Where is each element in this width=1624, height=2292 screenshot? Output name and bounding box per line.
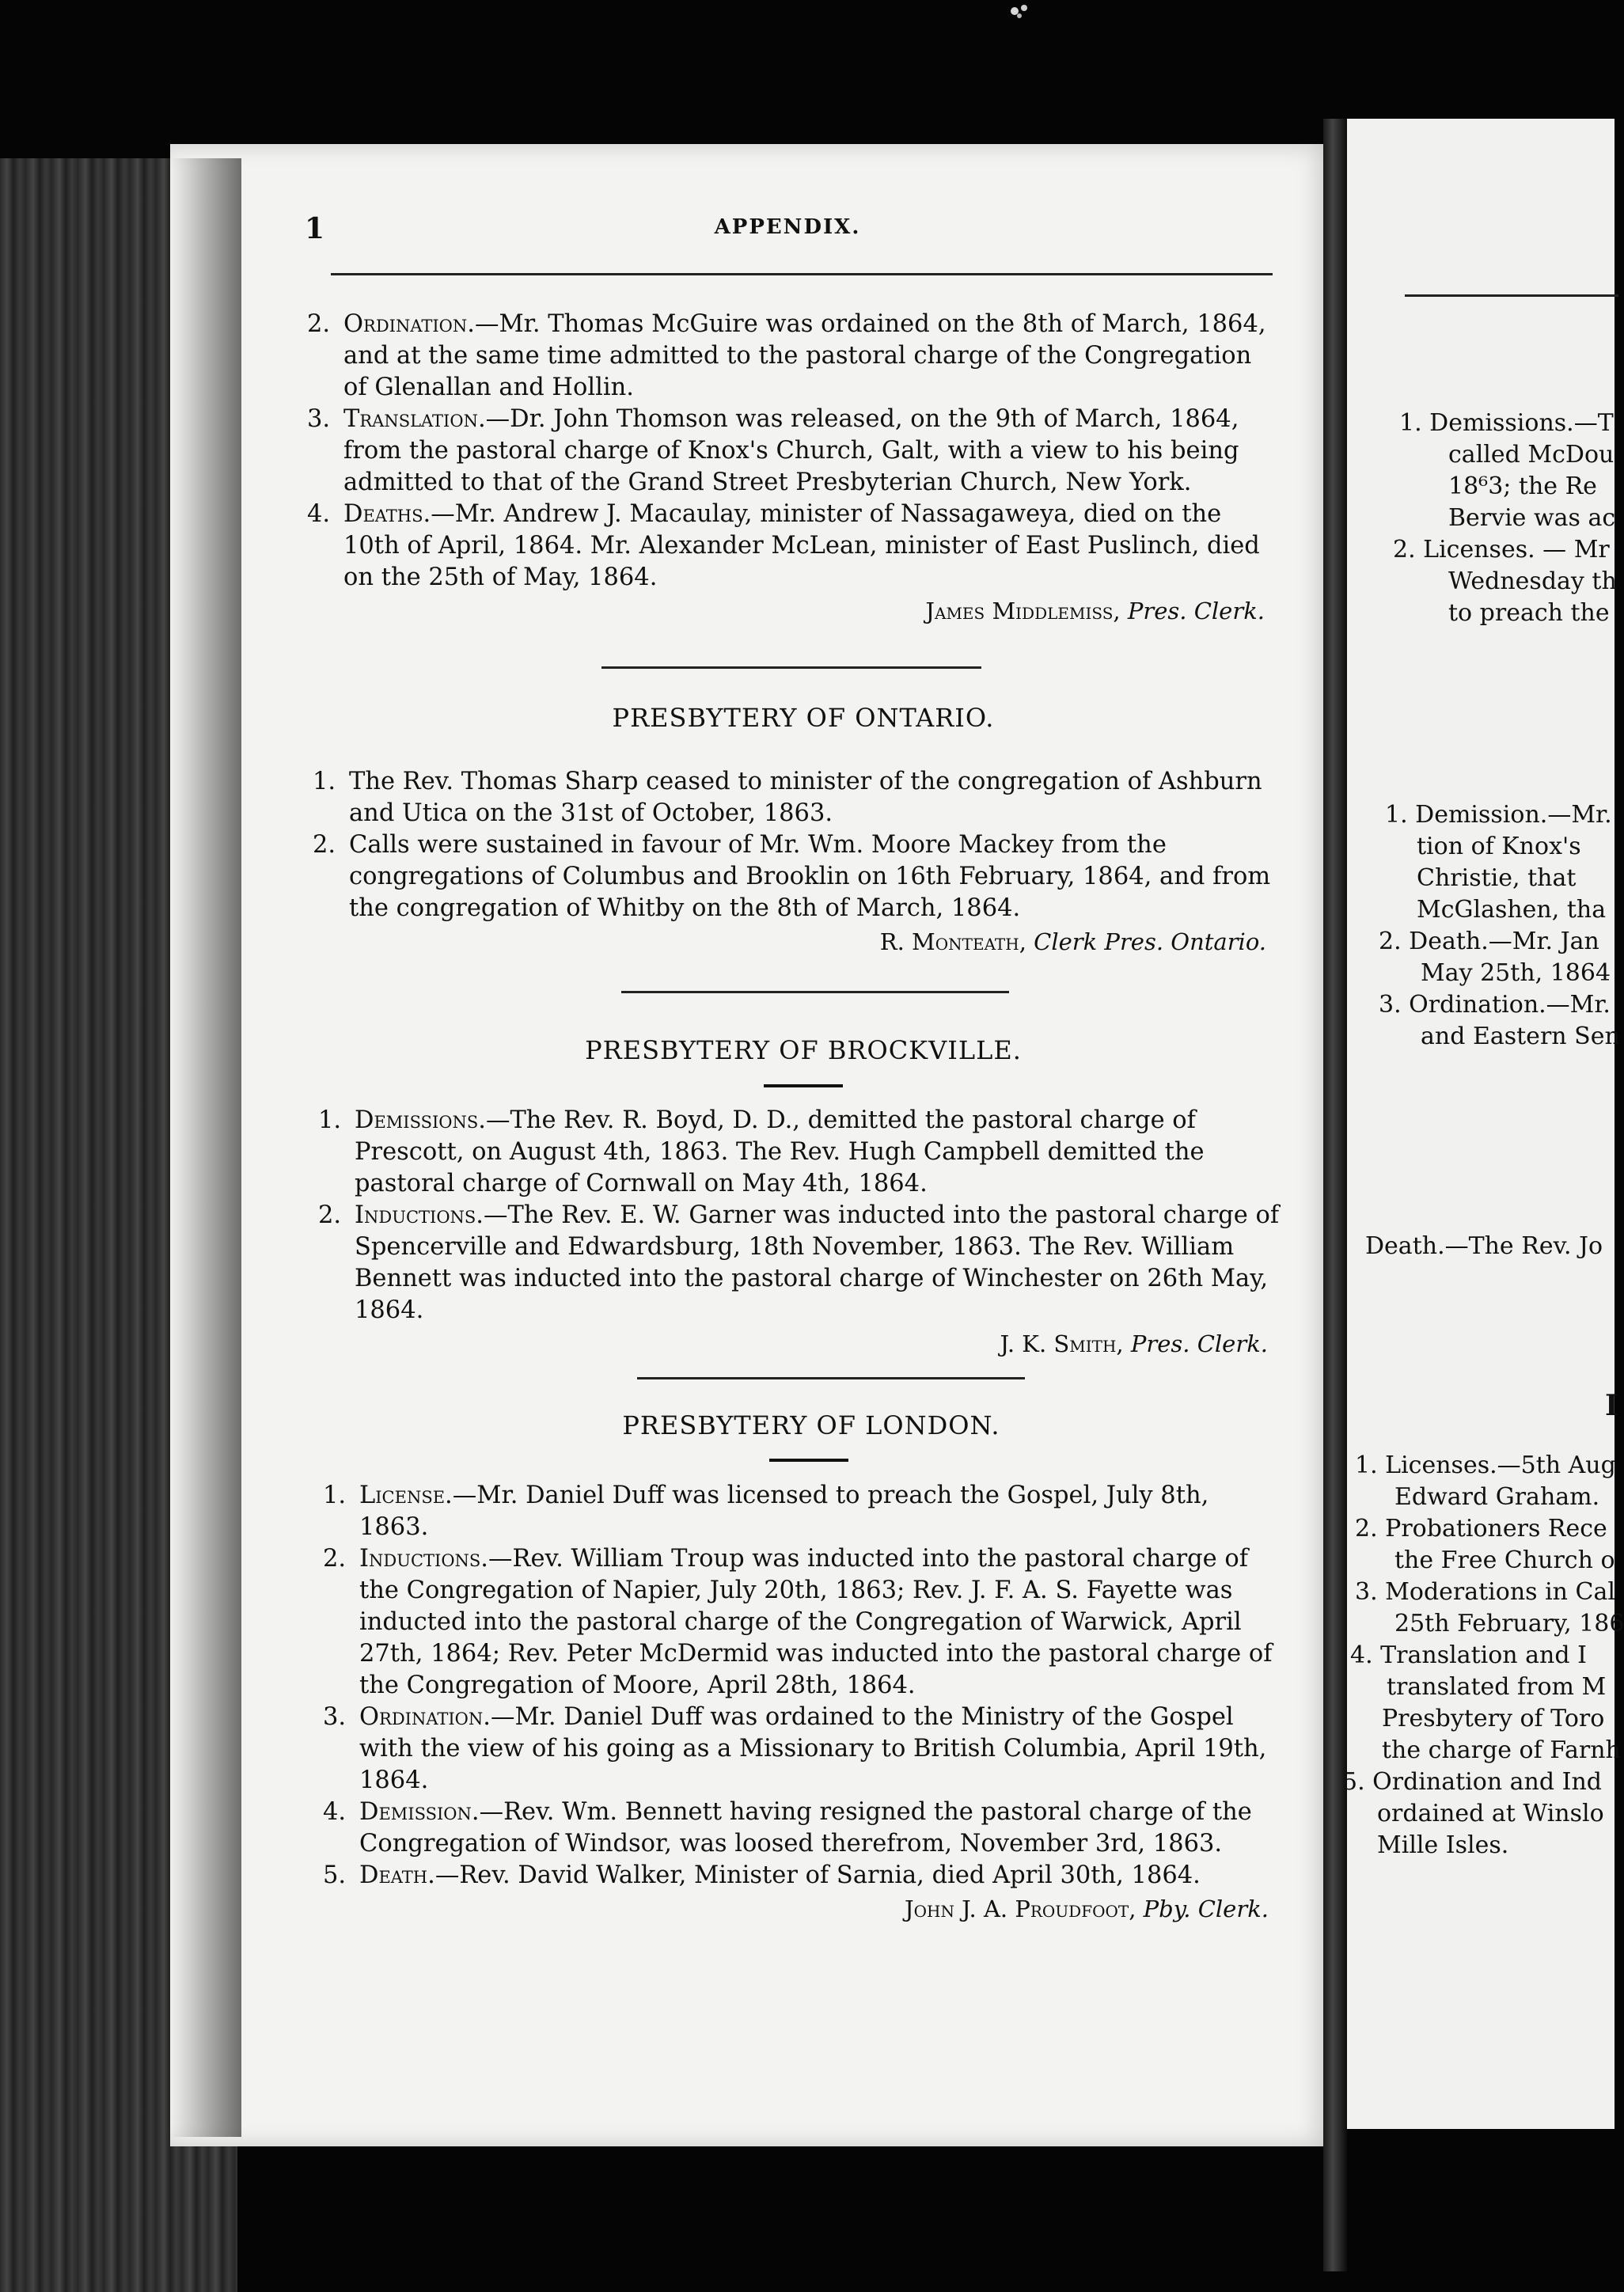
right-page-line: Edward Graham. <box>1394 1483 1600 1511</box>
right-page-line: McGlashen, tha <box>1417 896 1607 924</box>
right-page-line: ordained at Winslo <box>1377 1800 1604 1827</box>
section-heading-london: PRESBYTERY OF LONDON. <box>622 1410 1000 1440</box>
right-page-line: 3. Moderations in Cal <box>1355 1578 1615 1606</box>
right-page-line: 25th February, 186 <box>1394 1610 1624 1637</box>
right-page-line: Christie, that <box>1417 864 1577 892</box>
right-page-line: 5. Ordination and Ind <box>1342 1768 1602 1796</box>
right-page-line: the Free Church o <box>1394 1546 1615 1574</box>
list-item: 3. Ordination.—Mr. Daniel Duff was ordained to the Ministry of the Gospel with the view of his going as a Missionary to British Columbia, April 19th, 1864. <box>323 1703 1267 1794</box>
london-section <box>323 1480 1284 1925</box>
right-page-line: Presbytery of Toro <box>1382 1705 1605 1732</box>
section-divider <box>637 1377 1025 1379</box>
page-header <box>301 212 1274 244</box>
right-page-line: 1. Licenses.—5th Aug <box>1355 1451 1616 1479</box>
section-divider <box>601 666 981 669</box>
list-item: 2. Ordination.—Mr. Thomas McGuire was ordained on the 8th of March, 1864, and at the same time admitted to the pastoral charge of the Congregation of Glenallan and Hollin. <box>307 310 1266 401</box>
right-page-line: 1. Demissions.—T <box>1399 409 1614 437</box>
list-item: 2. Calls were sustained in favour of Mr. Wm. Moore Mackey from the congregations of Columbus and Brooklin on 16th February, 1864, and from the congregation of Whitby on the 8th of March, 1864. <box>313 831 1271 922</box>
right-page-line: and Eastern Sen <box>1421 1023 1620 1050</box>
right-page-line: 18⁶3; the Re <box>1448 472 1597 500</box>
page-edge-shadow <box>170 158 241 2137</box>
list-item: 4. Deaths.—Mr. Andrew J. Macaulay, minister of Nassagaweya, died on the 10th of April, 1864. Mr. Alexander McLean, minister of East Puslinch, died on the 25th of May, 1864. <box>307 500 1260 591</box>
list-item: 2. Inductions.—The Rev. E. W. Garner was inducted into the pastoral charge of Spencerville and Edwardsburg, 18th November, 1863. The Rev. William Bennett was inducted into the pastoral charge of Winchester on 26th May, 1864. <box>318 1201 1280 1324</box>
list-item: 1. License.—Mr. Daniel Duff was licensed to preach the Gospel, July 8th, 1863. <box>323 1482 1209 1541</box>
top-section <box>307 309 1281 627</box>
running-head: APPENDIX. <box>714 215 861 239</box>
right-page-line: called McDou <box>1448 441 1615 469</box>
right-page-line: 1. Demission.—Mr. <box>1385 801 1612 829</box>
ink-smudge <box>1005 0 1037 24</box>
right-page-line: 3. Ordination.—Mr. <box>1379 991 1611 1019</box>
right-page-line: tion of Knox's <box>1417 833 1581 860</box>
section-heading-ontario: PRESBYTERY OF ONTARIO. <box>612 703 995 733</box>
right-page-line: Mille Isles. <box>1377 1831 1509 1859</box>
page-number: 1 <box>305 212 325 245</box>
brockville-section <box>318 1105 1284 1360</box>
list-item: 4. Demission.—Rev. Wm. Bennett having resigned the pastoral charge of the Congregation of Windsor, was loosed therefrom, November 3rd, 1863. <box>323 1798 1252 1858</box>
right-page-line: to preach the <box>1448 599 1610 627</box>
list-item: 5. Death.—Rev. David Walker, Minister of Sarnia, died April 30th, 1864. <box>323 1861 1201 1889</box>
heading-rule <box>769 1459 848 1462</box>
right-page-line: Wednesday th <box>1448 567 1617 595</box>
ontario-section <box>313 766 1282 958</box>
right-page-line: 2. Probationers Rece <box>1355 1515 1607 1543</box>
right-page-line: May 25th, 1864 <box>1421 959 1611 987</box>
list-item: 2. Inductions.—Rev. William Troup was inducted into the pastoral charge of the Congregation of Napier, July 20th, 1863; Rev. J. F. A. S. Fayette was inducted into the pastoral charge of the Congregation of Warwick, April 27th, 1864; Rev. Peter McDermid was inducted into the pastoral charge of the Congregation of Moore, April 28th, 1864. <box>323 1545 1273 1699</box>
right-page-line: 4. Translation and I <box>1350 1641 1587 1669</box>
signature: R. Monteath, Clerk Pres. Ontario. <box>879 928 1266 955</box>
header-rule <box>331 273 1273 275</box>
right-page-line: 2. Licenses. — Mr <box>1393 536 1610 564</box>
right-page-rule <box>1405 294 1618 297</box>
right-page-line: Death.—The Rev. Jo <box>1365 1232 1603 1260</box>
signature: John J. A. Proudfoot, Pby. Clerk. <box>904 1895 1269 1922</box>
heading-rule <box>764 1084 843 1087</box>
right-page-line: Bervie was ac <box>1448 504 1616 532</box>
section-heading-brockville: PRESBYTERY OF BROCKVILLE. <box>585 1035 1022 1065</box>
right-page-line: translated from M <box>1387 1673 1607 1701</box>
list-item: 3. Translation.—Dr. John Thomson was released, on the 9th of March, 1864, from the pastoral charge of Knox's Church, Galt, with a view to his being admitted to that of the Grand Street Presbyterian Church, New York. <box>307 405 1239 496</box>
book-gutter <box>1323 119 1347 2271</box>
right-page-heading-fragment: I <box>1605 1389 1618 1422</box>
signature: J. K. Smith, Pres. Clerk. <box>1000 1330 1268 1357</box>
right-page-line: 2. Death.—Mr. Jan <box>1379 928 1599 955</box>
signature: James Middlemiss, Pres. Clerk. <box>925 598 1265 624</box>
list-item: 1. The Rev. Thomas Sharp ceased to minister of the congregation of Ashburn and Utica on the 31st of October, 1863. <box>313 768 1262 827</box>
list-item: 1. Demissions.—The Rev. R. Boyd, D. D., demitted the pastoral charge of Prescott, on August 4th, 1863. The Rev. Hugh Campbell demitted the pastoral charge of Cornwall on May 4th, 1864. <box>318 1106 1205 1197</box>
right-page-line: the charge of Farnh <box>1382 1736 1621 1764</box>
section-divider <box>621 991 1009 993</box>
